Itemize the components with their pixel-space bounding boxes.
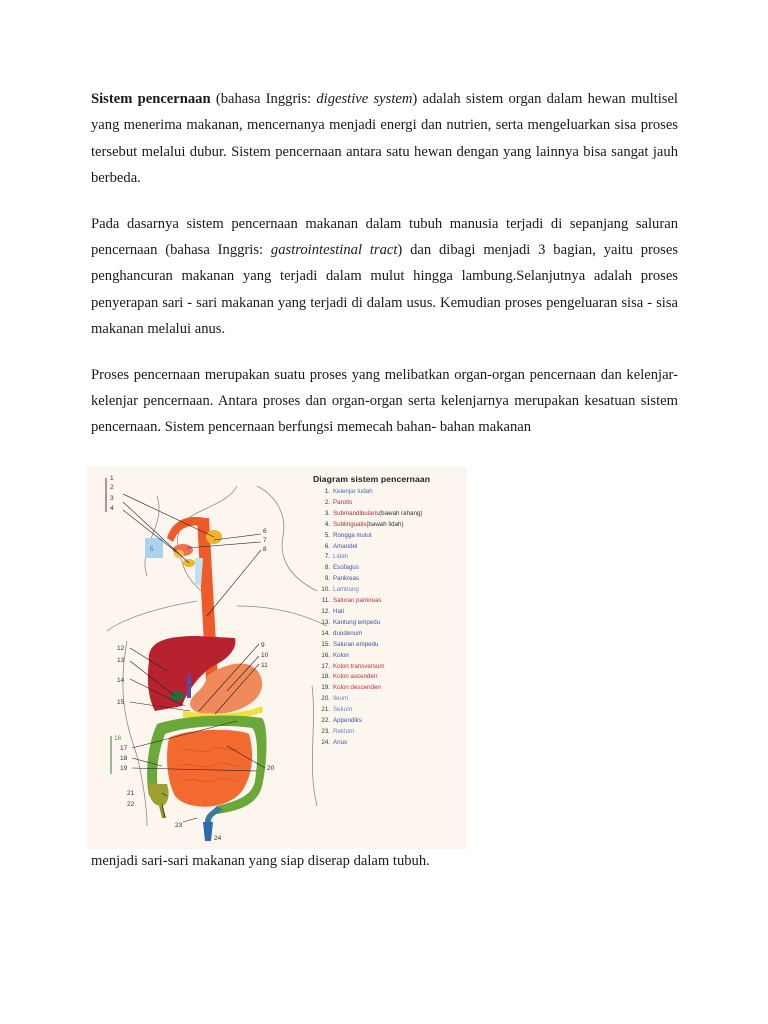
legend-item[interactable] bbox=[313, 596, 467, 607]
bold-term: Sistem pencernaan bbox=[91, 91, 211, 107]
legend-item[interactable] bbox=[313, 607, 467, 618]
legend-item[interactable] bbox=[313, 618, 467, 629]
legend-link[interactable]: Anus bbox=[333, 738, 348, 746]
legend-link[interactable]: Kolon transversum bbox=[333, 662, 385, 670]
legend-item[interactable] bbox=[313, 531, 467, 542]
svg-text:21: 21 bbox=[127, 790, 135, 797]
legend-number: 18. bbox=[321, 673, 330, 681]
legend-number: 7. bbox=[324, 553, 330, 561]
legend-link[interactable]: Sublingualis bbox=[333, 520, 367, 528]
text-segment: Pada dasarnya sistem pencernaan makanan dalam tubuh manusia terjadi di sepanjang saluran pencernaan (bahasa Inggris: bbox=[91, 215, 678, 259]
legend-item[interactable] bbox=[313, 509, 467, 520]
legend-number: 24. bbox=[321, 738, 330, 746]
legend-link[interactable]: Rektum bbox=[333, 727, 355, 735]
svg-text:19: 19 bbox=[120, 765, 128, 772]
paragraph-continuation: menjadi sari-sari makanan yang siap diserap dalam tubuh. bbox=[91, 853, 430, 869]
text-segment: ) adalah sistem organ dalam hewan multisel yang menerima makanan, mencernanya menjadi energi dan nutrien, serta mengeluarkan sisa proses tersebut melalui dubur. Sistem pencernaan antara satu hewan dengan yang lainnya bisa sangat jauh berbeda. bbox=[91, 91, 678, 187]
bile-duct-shape bbox=[187, 674, 191, 698]
legend-link[interactable]: Lambung bbox=[333, 586, 359, 594]
legend-link[interactable]: Amandel bbox=[333, 542, 358, 550]
svg-text:20: 20 bbox=[267, 765, 275, 772]
legend-item[interactable] bbox=[313, 705, 467, 716]
legend-note: (bawah rahang) bbox=[379, 509, 423, 517]
svg-text:15: 15 bbox=[117, 699, 125, 706]
svg-text:14: 14 bbox=[117, 677, 125, 684]
legend-link[interactable]: Kolon bbox=[333, 651, 349, 659]
legend-number: 20. bbox=[321, 695, 330, 703]
legend-link[interactable]: Hati bbox=[333, 607, 345, 615]
anus-shape bbox=[203, 822, 213, 841]
document-body bbox=[91, 86, 678, 441]
legend-number: 14. bbox=[321, 629, 330, 637]
legend-link[interactable]: Pankreas bbox=[333, 575, 360, 583]
svg-text:8: 8 bbox=[263, 546, 267, 553]
legend-number: 13. bbox=[321, 618, 330, 626]
legend-number: 19. bbox=[321, 684, 330, 692]
svg-text:18: 18 bbox=[120, 755, 128, 762]
diagram-legend bbox=[313, 474, 467, 749]
svg-text:16: 16 bbox=[114, 735, 122, 742]
svg-text:2: 2 bbox=[110, 484, 114, 491]
paragraph-digestive-tract bbox=[91, 211, 678, 343]
legend-link[interactable]: Sekum bbox=[333, 706, 353, 714]
legend-item[interactable] bbox=[313, 672, 467, 683]
legend-item[interactable] bbox=[313, 651, 467, 662]
svg-text:4: 4 bbox=[110, 505, 114, 512]
legend-link[interactable]: Esofagus bbox=[333, 564, 359, 572]
legend-item[interactable] bbox=[313, 694, 467, 705]
legend-item[interactable] bbox=[313, 563, 467, 574]
legend-item[interactable] bbox=[313, 716, 467, 727]
legend-item[interactable] bbox=[313, 662, 467, 673]
text-segment: (bahasa Inggris: bbox=[210, 91, 317, 107]
svg-text:7: 7 bbox=[263, 537, 267, 544]
legend-number: 2. bbox=[324, 498, 330, 506]
small-intestine-shape bbox=[167, 730, 252, 807]
svg-text:22: 22 bbox=[127, 801, 135, 808]
legend-link[interactable]: Submandibularis bbox=[333, 509, 380, 517]
legend-item[interactable] bbox=[313, 727, 467, 738]
svg-text:24: 24 bbox=[214, 835, 222, 842]
legend-item[interactable] bbox=[313, 574, 467, 585]
legend-number: 21. bbox=[321, 706, 330, 714]
legend-number: 23. bbox=[321, 727, 330, 735]
svg-text:17: 17 bbox=[120, 745, 128, 752]
legend-list bbox=[313, 487, 467, 749]
svg-text:1: 1 bbox=[110, 475, 114, 482]
legend-item[interactable] bbox=[313, 542, 467, 553]
legend-number: 6. bbox=[324, 542, 330, 550]
legend-item[interactable] bbox=[313, 683, 467, 694]
legend-link[interactable]: Parotis bbox=[333, 498, 353, 506]
legend-item[interactable] bbox=[313, 629, 467, 640]
svg-text:5: 5 bbox=[150, 546, 154, 553]
legend-item[interactable] bbox=[313, 552, 467, 563]
legend-item[interactable] bbox=[313, 498, 467, 509]
paragraph-digestion-process: Proses pencernaan merupakan suatu proses yang melibatkan organ-organ pencernaan dan kelenjar-kelenjar pencernaan. Antara proses dan organ-organ serta kelenjarnya merupakan kesatuan sistem pencernaan. Sistem pencernaan berfungsi memecah bahan- bahan makanan bbox=[91, 366, 678, 436]
svg-text:10: 10 bbox=[261, 652, 269, 659]
legend-item[interactable] bbox=[313, 640, 467, 651]
legend-number: 4. bbox=[324, 520, 330, 528]
legend-item[interactable] bbox=[313, 738, 467, 749]
legend-item[interactable] bbox=[313, 585, 467, 596]
mouth-cavity-box bbox=[145, 538, 163, 558]
legend-number: 17. bbox=[321, 662, 330, 670]
legend-link[interactable]: Kolon descenden bbox=[333, 684, 381, 692]
italic-term: gastrointestinal tract bbox=[270, 242, 398, 259]
legend-number: 5. bbox=[324, 531, 330, 539]
rectum-shape bbox=[205, 806, 223, 822]
svg-text:6: 6 bbox=[263, 528, 267, 535]
legend-number: 8. bbox=[324, 564, 330, 572]
appendix-shape bbox=[159, 806, 166, 818]
svg-text:3: 3 bbox=[110, 495, 114, 502]
legend-number: 15. bbox=[321, 640, 330, 648]
legend-item[interactable] bbox=[313, 487, 467, 498]
svg-text:13: 13 bbox=[117, 657, 125, 664]
svg-text:11: 11 bbox=[261, 662, 268, 669]
legend-number: 12. bbox=[321, 607, 330, 615]
legend-note: (bawah lidah) bbox=[366, 520, 404, 528]
svg-text:23: 23 bbox=[175, 822, 183, 829]
digestive-system-diagram bbox=[87, 466, 467, 849]
legend-number: 9. bbox=[324, 575, 330, 583]
legend-number: 1. bbox=[324, 488, 330, 495]
legend-link[interactable]: Appendiks bbox=[333, 717, 362, 725]
legend-link[interactable]: Saluran empedu bbox=[333, 640, 379, 648]
legend-link[interactable]: Saluran pankreas bbox=[333, 597, 382, 605]
legend-link[interactable]: Kolon ascenden bbox=[333, 673, 378, 681]
paragraph-digestive-system-definition bbox=[91, 86, 678, 192]
legend-number: 10. bbox=[321, 586, 330, 594]
legend-link[interactable]: Ileum bbox=[333, 695, 349, 703]
legend-title: Diagram sistem pencernaan bbox=[313, 474, 431, 484]
legend-link[interactable]: Rongga mulut bbox=[333, 531, 372, 539]
legend-link[interactable]: Kelenjar ludah bbox=[333, 488, 373, 495]
legend-number: 16. bbox=[321, 651, 330, 659]
legend-number: 22. bbox=[321, 717, 330, 725]
legend-number: 3. bbox=[324, 509, 330, 517]
legend-link[interactable]: duodenum bbox=[333, 629, 363, 637]
legend-item[interactable] bbox=[313, 520, 467, 531]
legend-number: 11. bbox=[321, 597, 330, 605]
svg-text:9: 9 bbox=[261, 642, 265, 649]
text-segment: ) dan dibagi menjadi 3 bagian, yaitu proses penghancuran makanan yang terjadi dalam mulut hingga lambung.Selanjutnya adalah proses penyerapan sari - sari makanan yang terjadi di dalam usus. Kemudian proses pengeluaran sisa - sisa makanan melalui anus. bbox=[91, 242, 679, 338]
italic-term: digestive system bbox=[316, 91, 413, 107]
svg-text:12: 12 bbox=[117, 645, 125, 652]
legend-link[interactable]: Kantung empedu bbox=[333, 618, 381, 626]
legend-link[interactable]: Lidah bbox=[333, 553, 349, 561]
